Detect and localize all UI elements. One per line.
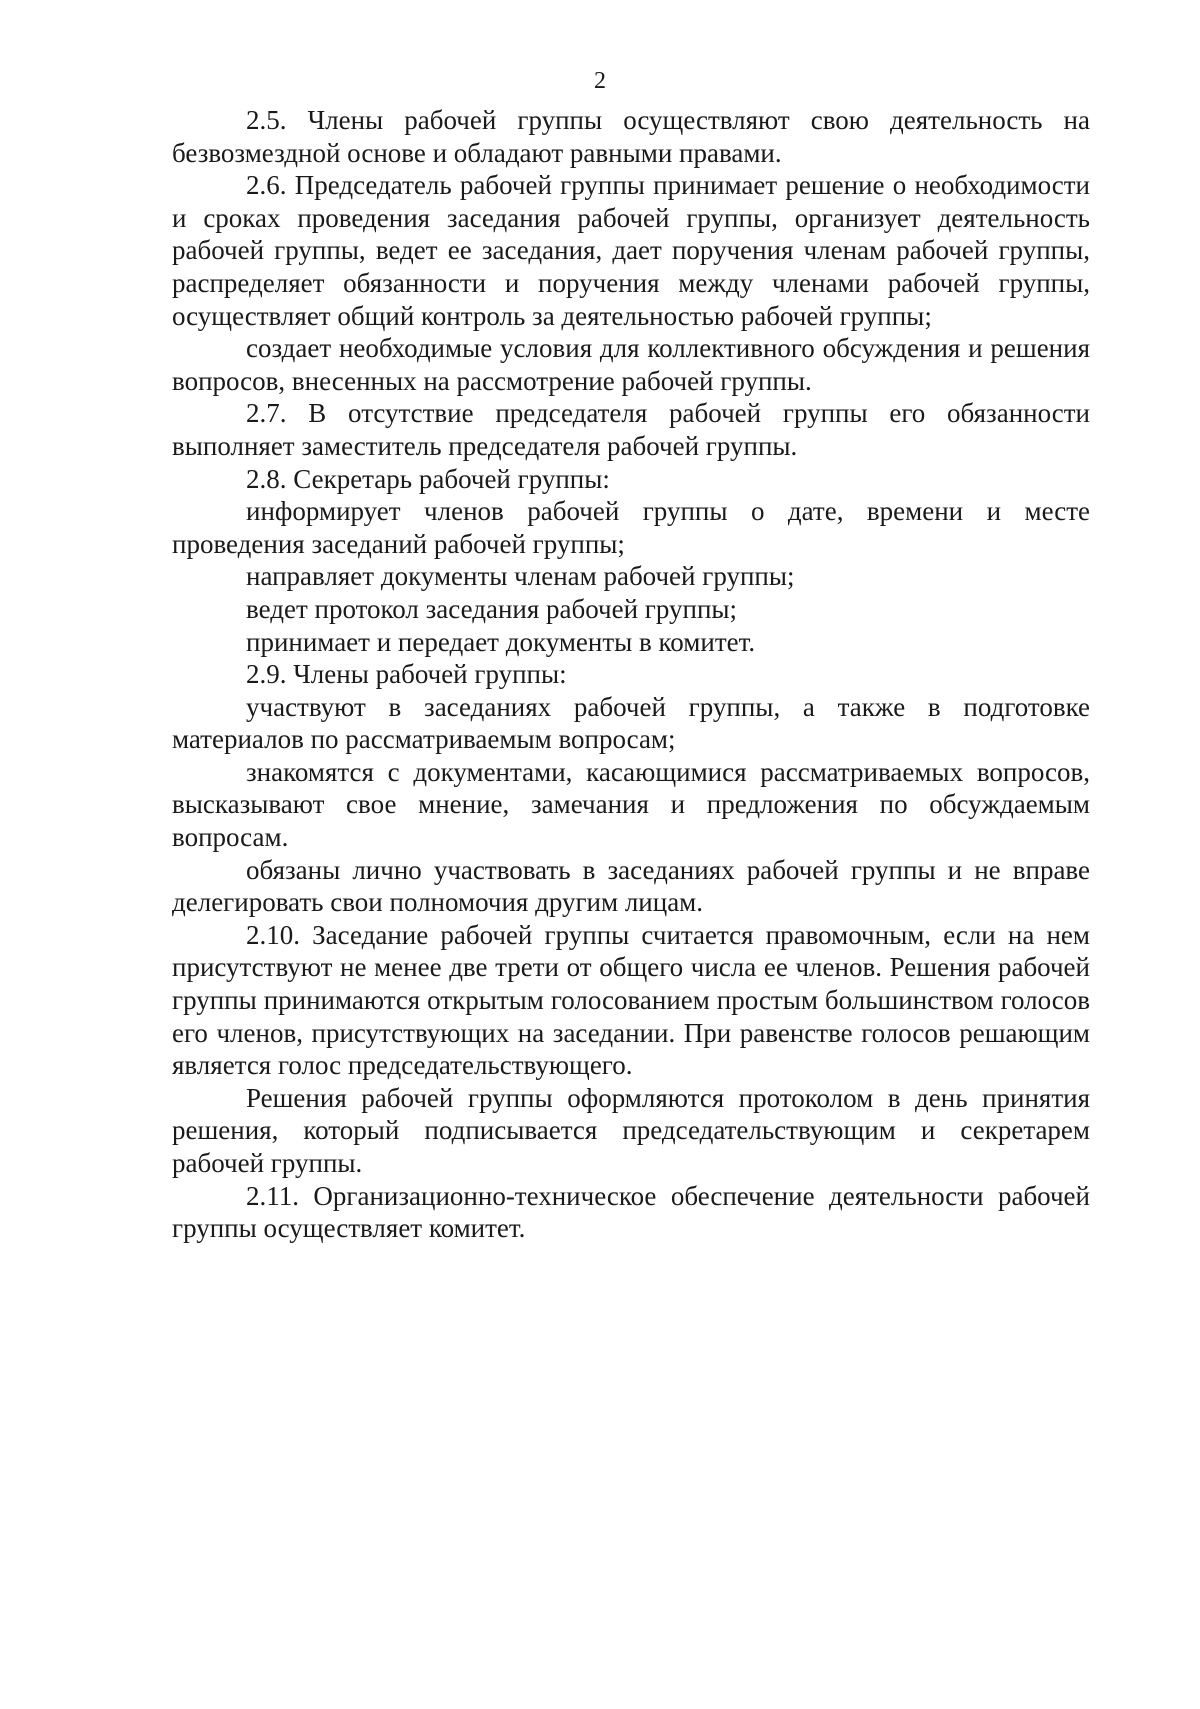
paragraph-2-7: 2.7. В отсутствие председателя рабочей группы его обязанности выполняет заместитель председателя рабочей группы.	[172, 398, 1090, 461]
page-number: 2	[594, 68, 606, 94]
paragraph-2-6-continued: создает необходимые условия для коллективного обсуждения и решения вопросов, внесенных на рассмотрение рабочей группы.	[172, 333, 1090, 396]
paragraph-2-6: 2.6. Председатель рабочей группы принимает решение о необходимости и сроках проведения заседания рабочей группы, организует деятельность рабочей группы, ведет ее заседания, дает поручения членам рабочей группы, распределяет обязанности и поручения между членами рабочей группы, осуществляет общий контроль за деятельностью рабочей группы;	[172, 170, 1090, 331]
list-item: обязаны лично участвовать в заседаниях рабочей группы и не вправе делегировать свои полномочия другим лицам.	[172, 854, 1090, 918]
paragraph-2-10: 2.10. Заседание рабочей группы считается правомочным, если на нем присутствуют не менее две трети от общего числа ее членов. Решения рабочей группы принимаются открытым голосованием простым большинством голосов его членов, присутствующих на заседании. При равенстве голосов решающим является голос председательствующего.	[172, 919, 1090, 1081]
paragraph-2-11: 2.11. Организационно-техническое обеспечение деятельности рабочей группы осуществляет комитет.	[172, 1180, 1090, 1244]
document-body	[172, 104, 1090, 1245]
list-item: знакомятся с документами, касающимися рассматриваемых вопросов, высказывают свое мнение, замечания и предложения по обсуждаемым вопросам.	[172, 756, 1090, 853]
list-item: информирует членов рабочей группы о дате, времени и месте проведения заседаний рабочей группы;	[172, 496, 1090, 559]
list-item: направляет документы членам рабочей группы;	[246, 561, 795, 592]
list-item: принимает и передает документы в комитет.	[246, 626, 756, 657]
paragraph-2-10-continued: Решения рабочей группы оформляются протоколом в день принятия решения, который подписывается председательствующим и секретарем рабочей группы.	[172, 1082, 1090, 1178]
list-item: участвуют в заседаниях рабочей группы, а также в подготовке материалов по рассматриваемым вопросам;	[172, 691, 1090, 755]
paragraph-2-8: 2.8. Секретарь рабочей группы:	[246, 463, 610, 494]
paragraph-2-5: 2.5. Члены рабочей группы осуществляют свою деятельность на безвозмездной основе и обладают равными правами.	[172, 105, 1090, 168]
list-item: ведет протокол заседания рабочей группы;	[246, 593, 738, 624]
paragraph-2-9: 2.9. Члены рабочей группы:	[246, 659, 567, 690]
